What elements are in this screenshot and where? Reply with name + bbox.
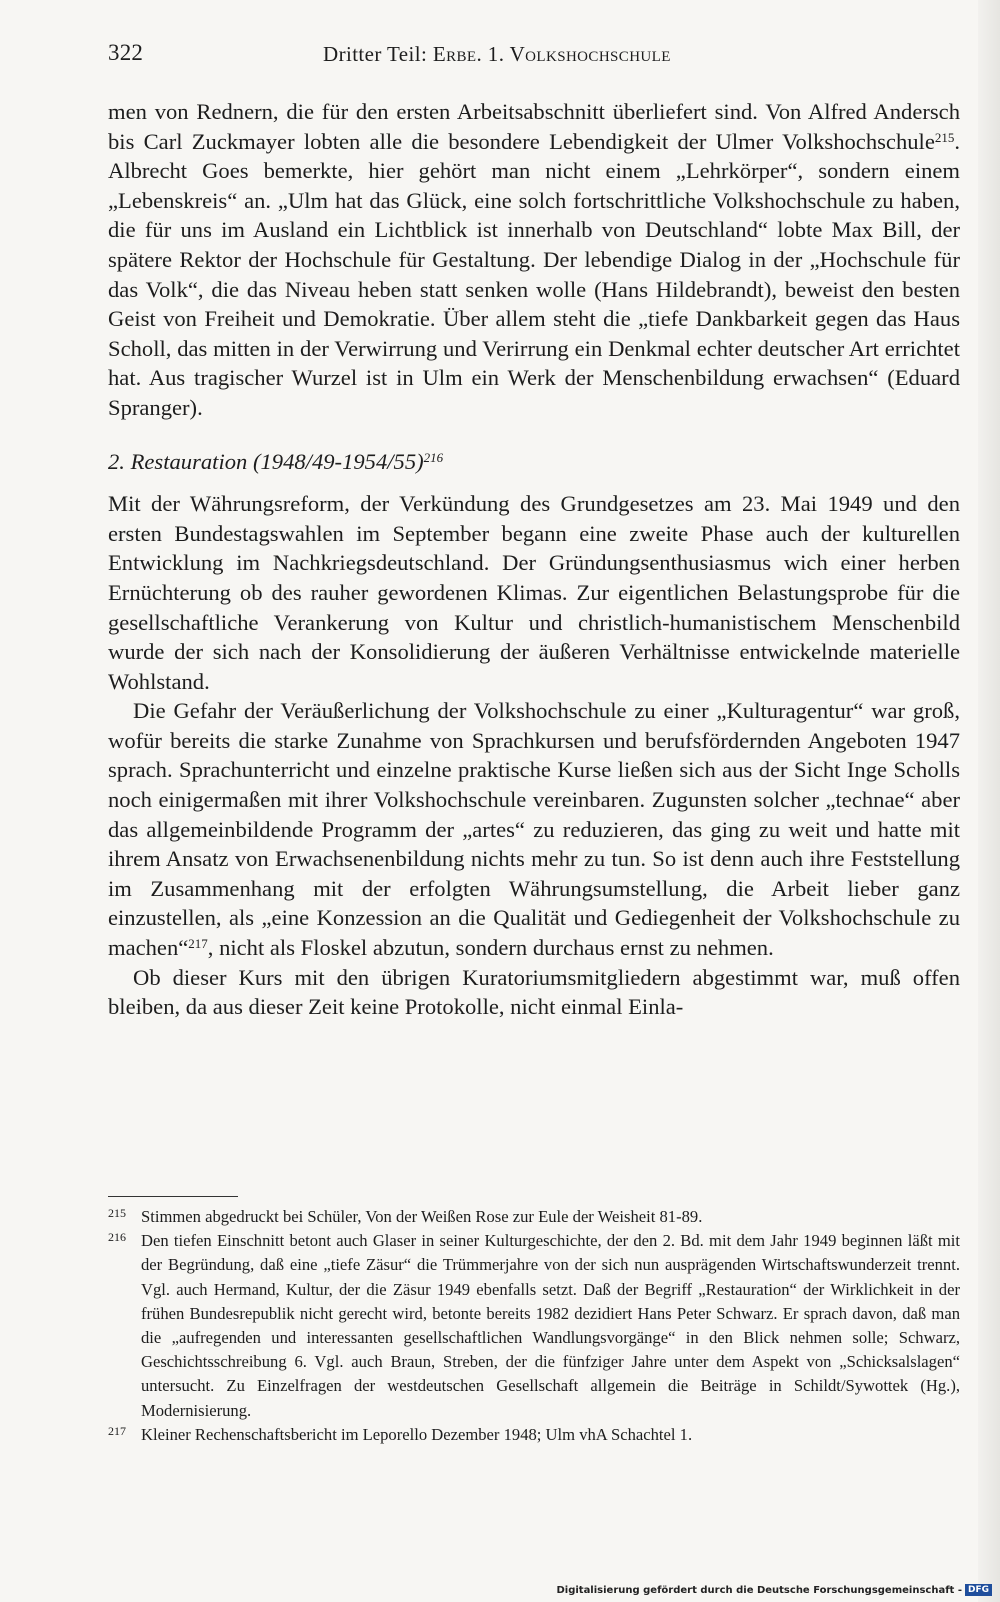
- footnote-number: 217: [108, 1423, 126, 1438]
- paragraph-4: Ob dieser Kurs mit den übrigen Kuratoriumsmitgliedern abgestimmt war, muß offen bleiben, da aus dieser Zeit keine Protokolle, nicht einmal Einla-: [108, 964, 960, 1020]
- footnote-number: 215: [108, 1206, 126, 1220]
- paragraph-1-text-b: . Albrecht Goes bemerkte, hier gehört man nicht einem „Lehrkörper“, sondern einem „Lebenskreis“ an. „Ulm hat das Glück, eine solch fortschrittliche Volkshochschule zu haben, die für uns im Ausland ein Lichtblick ist innerhalb von Deutschland“ lobte Max Bill, der spätere Rektor der Hochschule für Gestaltung. Der lebendige Dialog in der „Hochschule für das Volk“, die das Niveau heben statt senken wolle (Hans Hildebrandt), beweist den besten Geist von Freiheit und Demokratie. Über allem steht die „tiefe Dankbarkeit gegen das Haus Scholl, das mitten in der Verwirrung und Verirrung ein Denkmal echter deutscher Art errichtet hat. Aus tragischer Wurzel ist in Ulm ein Werk der Menschenbildung erwachsen“ (Eduard Spranger).: [108, 128, 960, 420]
- running-head-chapter: Erbe. 1. Volkshochschule: [432, 42, 671, 66]
- section-heading: [108, 447, 960, 477]
- running-header: [108, 40, 956, 80]
- page-number: 322: [108, 40, 144, 65]
- footnote-number: 216: [108, 1230, 126, 1245]
- running-head-part: Dritter Teil:: [323, 42, 433, 66]
- footnote-ref-217: 217: [188, 936, 208, 952]
- paragraph-2: Mit der Währungsreform, der Verkündung des Grundgesetzes am 23. Mai 1949 und den ersten Bundestagswahlen im September begann eine zweite Phase auch der kulturellen Entwicklung im Nachkriegsdeutschland. Der Gründungsenthusiasmus wich einer herben Ernüchterung ob des rauher gewordenen Klimas. Zur eigentlichen Belastungsprobe für die gesellschaftliche Verankerung von Kultur und christlich-humanistischem Menschenbild wurde der sich nach der Konsolidierung der äußeren Verhältnisse entwickelnde materielle Wohlstand.: [108, 491, 960, 694]
- footnote-217: [108, 1423, 960, 1447]
- digitization-credit-text: Digitalisierung gefördert durch die Deutsche Forschungsgemeinschaft -: [556, 1585, 962, 1596]
- footnote-divider: [108, 1196, 238, 1197]
- digitization-credit: [556, 1584, 992, 1596]
- page-edge-shadow: [978, 0, 1000, 1602]
- running-head-title: [323, 42, 671, 67]
- dfg-logo: DFG: [965, 1584, 992, 1596]
- footnote-216: [108, 1229, 960, 1423]
- paragraph-3: [108, 696, 960, 962]
- footnote-215: [108, 1205, 960, 1229]
- section-heading-text: 2. Restauration (1948/49-1954/55): [108, 448, 424, 474]
- paragraph-3-text-b: , nicht als Floskel abzutun, sondern durchaus ernst zu nehmen.: [207, 935, 774, 961]
- footnotes: [108, 1205, 960, 1447]
- paragraph-1-text-a: men von Rednern, die für den ersten Arbeitsabschnitt überliefert sind. Von Alfred Andersch bis Carl Zuckmayer lobten alle die besondere Lebendigkeit der Ulmer Volkshochschule: [108, 99, 960, 154]
- paragraph-3-text-a: Die Gefahr der Veräußerlichung der Volkshochschule zu einer „Kulturagentur“ war groß, wofür bereits die starke Zunahme von Sprachkursen und berufsfördernden Angeboten 1947 sprach. Sprachunterricht und einzelne praktische Kurse ließen sich aus der Sicht Inge Scholls noch einigermaßen mit ihrer Volkshochschule vereinbaren. Zugunsten solcher „technae“ aber das allgemeinbildende Programm der „artes“ zu reduzieren, das ging zu weit und hatte mit ihrem Ansatz von Erwachsenenbildung nichts mehr zu tun. So ist denn auch ihre Feststellung im Zusammenhang mit der erfolgten Währungsumstellung, die Arbeit lieber ganz einzustellen, als „eine Konzession an die Qualität und Gediegenheit der Volkshochschule zu machen“: [108, 698, 960, 961]
- footnote-text: Stimmen abgedruckt bei Schüler, Von der Weißen Rose zur Eule der Weisheit 81-89.: [141, 1207, 703, 1226]
- footnote-text: Kleiner Rechenschaftsbericht im Leporello Dezember 1948; Ulm vhA Schachtel 1.: [141, 1424, 693, 1444]
- paragraph-1: [108, 97, 960, 423]
- footnote-ref-215: 215: [934, 129, 955, 145]
- footnote-ref-216: 216: [423, 449, 444, 465]
- footnote-text: Den tiefen Einschnitt betont auch Glaser in seiner Kulturgeschichte, der den 2. Bd. mit dem Jahr 1949 beginnen läßt mit der Begründung, daß eine „tiefe Zäsur“ die Trümmerjahre von der sich nun ausprägenden Wirtschaftswunderzeit trennt. Vgl. auch Hermand, Kultur, der die Zäsur 1949 ebenfalls setzt. Daß der Begriff „Restauration“ der Wirklichkeit in der frühen Bundesrepublik nicht gerecht wird, betonte bereits 1982 dezidiert Hans Peter Schwarz. Er sprach davon, daß man die „aufregenden und interessanten gesellschaftlichen Wandlungsvorgänge“ in den Blick nehmen solle; Schwarz, Geschichtsschreibung 6. Vgl. auch Braun, Streben, der die fünfziger Jahre unter dem Aspekt von „Schicksalslagen“ untersucht. Zu Einzelfragen der westdeutschen Gesellschaft allgemein die Beiträge in Schildt/Sywottek (Hg.), Modernisierung.: [141, 1231, 960, 1420]
- main-text: [108, 97, 960, 1022]
